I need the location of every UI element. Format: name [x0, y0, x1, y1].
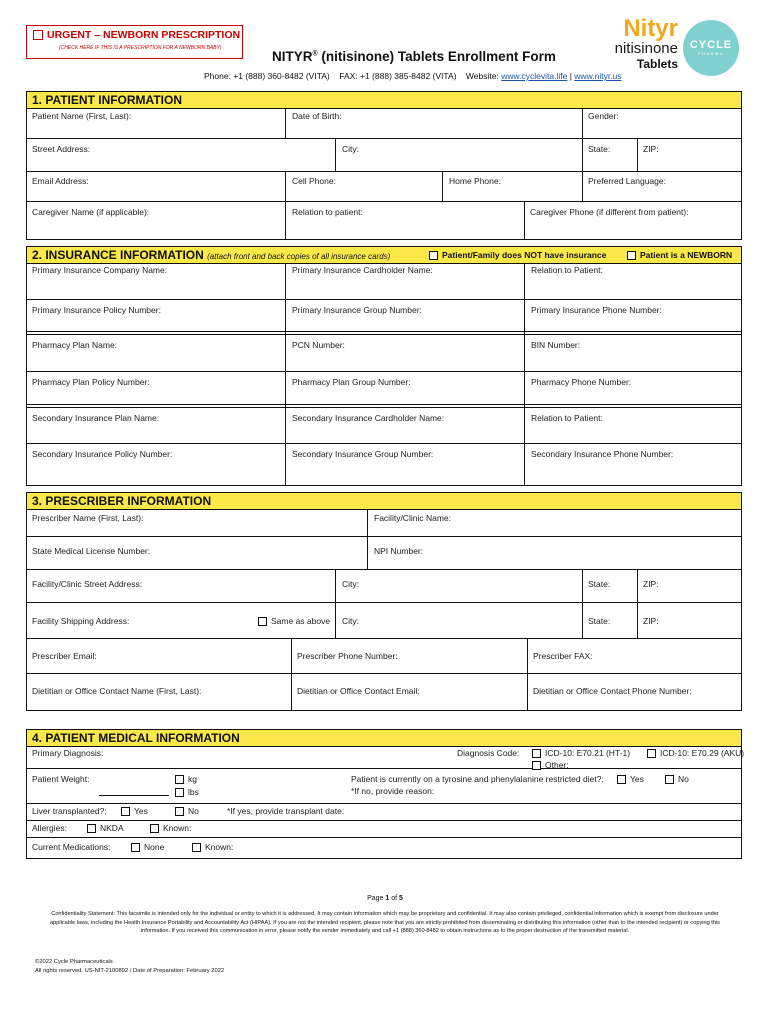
- nkda-label: NKDA: [100, 823, 124, 833]
- prescriber-fax-field[interactable]: Prescriber FAX:: [533, 651, 593, 661]
- insurance-field[interactable]: Primary Insurance Company Name:: [32, 265, 168, 275]
- weight-input-line[interactable]: [99, 795, 169, 796]
- page-number: Page 1 of 5: [367, 895, 403, 902]
- patient-weight-label: Patient Weight:: [32, 774, 90, 784]
- no-insurance-option[interactable]: [429, 250, 606, 260]
- other-diagnosis-label: Other:: [545, 760, 569, 770]
- lbs-checkbox[interactable]: [175, 788, 184, 797]
- nkda-checkbox[interactable]: [87, 824, 96, 833]
- icd-e7021-checkbox[interactable]: [532, 749, 541, 758]
- confidentiality-statement: Confidentiality Statement: This facsimile is intended only for the individual or entity to which it is addressed. It may contain information which may be proprietary and confidential. It may also contain privileged, confidential information which is exempt from disclosure under applicable laws, including the Health Insurance Portability and Accountability Act (HIPAA). If you are not the intended recipient, please note that you are strictly prohibited from disseminating or distributing this information (other than to the intended recipient) or copying this information. If you received this communication in error, please notify the sender immediately and call +1 (888) 360-8482 to obtain instructions as to the proper destruction of the transmitted material.: [50, 911, 720, 934]
- diet-reason-field[interactable]: *If no, provide reason:: [351, 786, 435, 796]
- facility-city-field[interactable]: City:: [342, 579, 359, 589]
- insurance-field[interactable]: BIN Number:: [531, 340, 581, 350]
- insurance-field[interactable]: Relation to Patient:: [531, 413, 603, 423]
- patient-section-title: 1. PATIENT INFORMATION: [32, 93, 182, 107]
- cycle-pharma-logo: [683, 20, 739, 76]
- zip-field[interactable]: ZIP:: [643, 144, 659, 154]
- diet-yes-option[interactable]: [617, 774, 644, 784]
- insurance-field[interactable]: Pharmacy Plan Policy Number:: [32, 377, 150, 387]
- relation-to-patient-field[interactable]: Relation to patient:: [292, 207, 363, 217]
- license-number-field[interactable]: State Medical License Number:: [32, 546, 151, 556]
- allergies-label: Allergies:: [32, 823, 67, 833]
- prescriber-email-field[interactable]: Prescriber Email:: [32, 651, 97, 661]
- prescriber-section-title: 3. PRESCRIBER INFORMATION: [32, 494, 212, 508]
- shipping-address-field[interactable]: Facility Shipping Address:: [32, 616, 130, 626]
- icd-e7029-option[interactable]: [647, 748, 744, 758]
- copyright: ©2022 Cycle Pharmaceuticals: [35, 959, 113, 965]
- insurance-field[interactable]: Pharmacy Phone Number:: [531, 377, 632, 387]
- lbs-label: lbs: [188, 787, 199, 797]
- urgent-newborn-checkbox[interactable]: [33, 30, 43, 40]
- icd-e7021-option[interactable]: [532, 748, 630, 758]
- section-header: [27, 493, 741, 510]
- diet-no-option[interactable]: [665, 774, 689, 784]
- allergies-known-label: Known:: [163, 823, 192, 833]
- caregiver-phone-field[interactable]: Caregiver Phone (if different from patient):: [530, 207, 689, 217]
- insurance-information-section: [26, 246, 742, 486]
- urgent-newborn-box[interactable]: [26, 25, 243, 59]
- no-insurance-label: Patient/Family does NOT have insurance: [442, 250, 607, 260]
- caregiver-name-field[interactable]: Caregiver Name (if applicable):: [32, 207, 150, 217]
- section-header: [27, 92, 741, 109]
- gender-field[interactable]: Gender:: [588, 111, 619, 121]
- insurance-field[interactable]: Primary Insurance Policy Number:: [32, 305, 161, 315]
- kg-option[interactable]: [175, 774, 197, 784]
- diet-question: Patient is currently on a tyrosine and phenylalanine restricted diet?:: [351, 774, 604, 784]
- meds-none-label: None: [144, 842, 165, 852]
- title-product: NITYR: [272, 49, 313, 64]
- medical-section-title: 4. PATIENT MEDICAL INFORMATION: [32, 731, 240, 745]
- city-field[interactable]: City:: [342, 144, 359, 154]
- icd-e7029-checkbox[interactable]: [647, 749, 656, 758]
- facility-street-field[interactable]: Facility/Clinic Street Address:: [32, 579, 143, 589]
- dietitian-email-field[interactable]: Dietitian or Office Contact Email:: [297, 686, 420, 696]
- transplant-date-field[interactable]: *If yes, provide transplant date:: [227, 806, 345, 816]
- lbs-option[interactable]: [175, 787, 199, 797]
- diet-yes-checkbox[interactable]: [617, 775, 626, 784]
- section-header: [27, 247, 741, 264]
- insurance-field[interactable]: Primary Insurance Group Number:: [292, 305, 422, 315]
- dietitian-phone-field[interactable]: Dietitian or Office Contact Phone Number:: [533, 686, 692, 696]
- title-rest: (nitisinone) Tablets Enrollment Form: [317, 49, 556, 64]
- insurance-field[interactable]: Secondary Insurance Plan Name:: [32, 413, 160, 423]
- liver-yes-checkbox[interactable]: [121, 807, 130, 816]
- insurance-field[interactable]: Pharmacy Plan Group Number:: [292, 377, 411, 387]
- urgent-subtitle: (CHECK HERE IF THIS IS A PRESCRIPTION FOR A NEWBORN BABY): [59, 45, 222, 51]
- copyright-block: [35, 958, 224, 976]
- prescriber-name-field[interactable]: Prescriber Name (First, Last):: [32, 513, 144, 523]
- title-registered: ®: [312, 50, 318, 58]
- prescriber-information-section: [26, 492, 742, 711]
- icd-e7021-label: ICD-10: E70.21 (HT-1): [545, 748, 631, 758]
- meds-none-option[interactable]: [131, 842, 164, 852]
- insurance-field[interactable]: Secondary Insurance Policy Number:: [32, 449, 173, 459]
- shipping-state-field[interactable]: State:: [588, 616, 611, 626]
- dietitian-name-field[interactable]: Dietitian or Office Contact Name (First, Last):: [32, 686, 202, 696]
- email-field[interactable]: Email Address:: [32, 176, 89, 186]
- same-as-above-option[interactable]: [258, 616, 330, 626]
- diet-no-label: No: [678, 774, 689, 784]
- kg-label: kg: [188, 774, 197, 784]
- preferred-language-field[interactable]: Preferred Language:: [588, 176, 666, 186]
- liver-no-checkbox[interactable]: [175, 807, 184, 816]
- website-label: Website:: [465, 71, 499, 81]
- contact-fax: FAX: +1 (888) 385-8482 (VITA): [339, 71, 457, 81]
- brand-generic: nitisinone: [614, 40, 678, 57]
- newborn-label: Patient is a NEWBORN: [640, 250, 733, 260]
- state-field[interactable]: State:: [588, 144, 611, 154]
- same-as-above-label: Same as above: [271, 616, 331, 626]
- same-as-above-checkbox[interactable]: [258, 617, 267, 626]
- insurance-section-title: 2. INSURANCE INFORMATION: [32, 248, 204, 262]
- liver-yes-option[interactable]: [121, 806, 148, 816]
- insurance-heading-note: (attach front and back copies of all insurance cards): [207, 252, 391, 261]
- diagnosis-code-label: Diagnosis Code:: [457, 748, 520, 758]
- icd-e7029-label: ICD-10: E70.29 (AKU): [660, 748, 745, 758]
- shipping-zip-field[interactable]: ZIP:: [643, 616, 659, 626]
- street-address-field[interactable]: Street Address:: [32, 144, 91, 154]
- allergies-known-option[interactable]: [150, 823, 191, 833]
- cycle-logo-text: CYCLE: [689, 39, 733, 51]
- current-medications-label: Current Medications:: [32, 842, 111, 852]
- newborn-checkbox[interactable]: [627, 251, 636, 260]
- diet-yes-label: Yes: [630, 774, 644, 784]
- other-diagnosis-checkbox[interactable]: [532, 761, 541, 770]
- patient-name-field[interactable]: Patient Name (First, Last):: [32, 111, 132, 121]
- insurance-field[interactable]: Secondary Insurance Group Number:: [292, 449, 434, 459]
- website-separator: |: [567, 71, 575, 81]
- contact-phone: Phone: +1 (888) 360-8482 (VITA): [204, 71, 330, 81]
- website-link-cyclevita[interactable]: www.cyclevita.life: [501, 71, 568, 81]
- no-insurance-checkbox[interactable]: [429, 251, 438, 260]
- meds-none-checkbox[interactable]: [131, 843, 140, 852]
- liver-yes-label: Yes: [134, 806, 148, 816]
- facility-name-field[interactable]: Facility/Clinic Name:: [374, 513, 451, 523]
- meds-known-label: Known:: [205, 842, 234, 852]
- shipping-city-field[interactable]: City:: [342, 616, 359, 626]
- diet-no-checkbox[interactable]: [665, 775, 674, 784]
- liver-transplant-label: Liver transplanted?:: [32, 806, 107, 816]
- other-diagnosis-option[interactable]: [532, 760, 569, 770]
- website-link-nityr[interactable]: www.nityr.us: [574, 71, 622, 81]
- form-title: [272, 49, 556, 64]
- home-phone-field[interactable]: Home Phone:: [449, 176, 501, 186]
- insurance-field[interactable]: Relation to Patient:: [531, 265, 603, 275]
- meds-known-checkbox[interactable]: [192, 843, 201, 852]
- insurance-field[interactable]: Primary Insurance Phone Number:: [531, 305, 662, 315]
- insurance-field[interactable]: Primary Insurance Cardholder Name:: [292, 265, 433, 275]
- facility-zip-field[interactable]: ZIP:: [643, 579, 659, 589]
- patient-information-section: [26, 91, 742, 240]
- urgent-title: URGENT – NEWBORN PRESCRIPTION: [47, 29, 241, 41]
- prescriber-phone-field[interactable]: Prescriber Phone Number:: [297, 651, 398, 661]
- brand-form: Tablets: [636, 57, 678, 71]
- meds-known-option[interactable]: [192, 842, 233, 852]
- section-header: [27, 730, 741, 747]
- contact-line: [204, 71, 622, 81]
- primary-diagnosis-field[interactable]: Primary Diagnosis:: [32, 748, 104, 758]
- npi-number-field[interactable]: NPI Number:: [374, 546, 424, 556]
- liver-no-option[interactable]: [175, 806, 199, 816]
- facility-state-field[interactable]: State:: [588, 579, 611, 589]
- dob-field[interactable]: Date of Birth:: [292, 111, 342, 121]
- liver-no-label: No: [188, 806, 199, 816]
- insurance-field[interactable]: Secondary Insurance Cardholder Name:: [292, 413, 445, 423]
- insurance-field[interactable]: Pharmacy Plan Name:: [32, 340, 118, 350]
- cell-phone-field[interactable]: Cell Phone:: [292, 176, 336, 186]
- kg-checkbox[interactable]: [175, 775, 184, 784]
- newborn-option[interactable]: [627, 250, 732, 260]
- medical-information-section: [26, 729, 745, 859]
- brand-name: Nityr: [623, 15, 678, 42]
- pharma-logo-text: PHARMA: [697, 51, 725, 56]
- insurance-field[interactable]: Secondary Insurance Phone Number:: [531, 449, 674, 459]
- nkda-option[interactable]: [87, 823, 124, 833]
- rights-statement: All rights reserved. US-NIT-2100892 / Date of Preparation: February 2022: [35, 968, 225, 974]
- allergies-known-checkbox[interactable]: [150, 824, 159, 833]
- insurance-field[interactable]: PCN Number:: [292, 340, 345, 350]
